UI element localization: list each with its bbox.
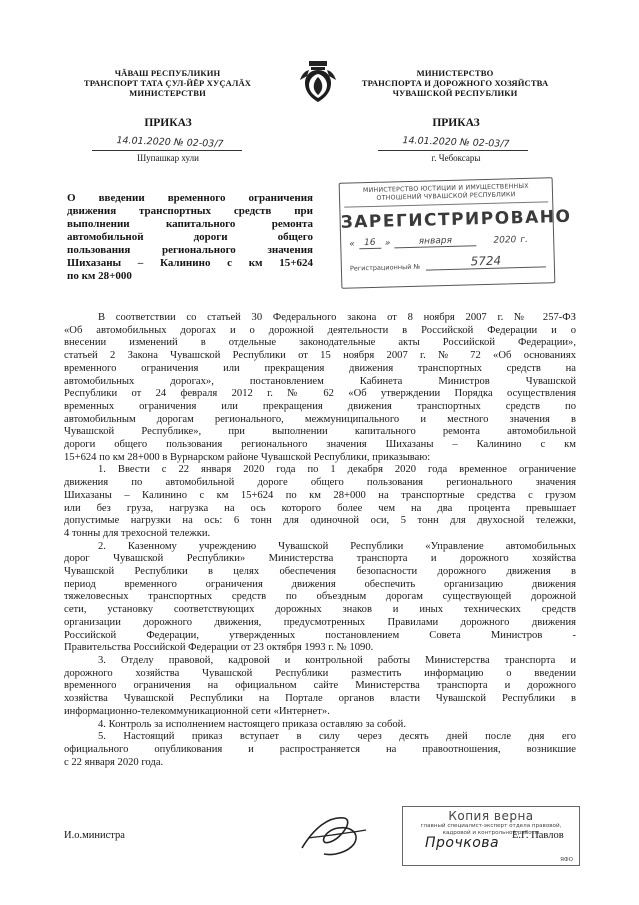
title-line: выполнении капитального ремонта <box>67 218 313 230</box>
header-right-line: ЧУВАШСКОЙ РЕСПУБЛИКИ <box>392 88 518 98</box>
body-line: официального опубликования и распространяется на правоотношения, возникшие <box>64 743 576 755</box>
body-line: период временного ограничения движения обеспечить организацию движения <box>64 578 576 590</box>
order-number-left: 14.01.2020 № 02-03/7 <box>116 135 224 150</box>
stamp-reg-label: Регистрационный № <box>349 262 421 273</box>
signer-name: Е.Г. Павлов <box>512 830 564 841</box>
body-line: автомобильных дорогах», постановлением Кабинета Министров Чувашской <box>64 375 576 387</box>
order-body <box>64 312 576 769</box>
copy-stamp-title: Копия верна <box>448 809 534 823</box>
order-number-right: 14.01.2020 № 02-03/7 <box>402 135 510 150</box>
title-line: автомобильной дороги общего <box>67 231 313 243</box>
title-line: Шихазаны – Калинино с км 15+624 <box>67 257 313 269</box>
body-line: автомобильным дорогам регионального, межмуниципального и местного значения в <box>64 413 576 425</box>
body-line: дорог Чувашской Республики» Министерства транспорта и дорожного хозяйства <box>64 553 576 565</box>
title-line: пользования регионального значения <box>67 244 313 256</box>
body-line: 3. Отделу правовой, кадровой и контрольной работы Министерства транспорта и <box>98 654 576 666</box>
body-line: «Об автомобильных дорогах и о дорожной деятельности в Российской Федерации и о <box>64 324 576 336</box>
body-line: или без груза, нагрузка на ось которого более чем на два процента превышает <box>64 502 576 514</box>
header-left-line: МИНИСТЕРСТВИ <box>129 88 206 98</box>
signature-scribble <box>294 808 374 862</box>
title-line: движения транспортных средств при <box>67 205 313 217</box>
signer-position: И.о.министра <box>64 830 125 841</box>
copy-stamp-handwritten: Прочкова <box>425 835 500 851</box>
body-line: 5. Настоящий приказ вступает в силу через десять дней после дня его <box>98 731 576 743</box>
body-line: статьей 2 Закона Чувашской Республики от 15 ноября 2007 г. № 72 «Об основаниях <box>64 350 576 362</box>
body-line: дорожного хозяйства Чувашской Республики разместить информацию о введении <box>64 667 576 679</box>
header-left <box>60 68 275 98</box>
header-right-line: ТРАНСПОРТА И ДОРОЖНОГО ХОЗЯЙСТВА <box>361 78 549 88</box>
body-line: Российской Федерации, утвержденных постановлением Совета Министров - <box>64 629 576 641</box>
stamp-reg-number: 5724 <box>426 252 546 270</box>
body-line: временных ограничения или прекращения движения транспортных средств по <box>64 400 576 412</box>
title-line: по км 28+000 <box>67 270 132 282</box>
body-line: дороги общего пользования регионального значения Шихазаны – Калинино с км <box>64 439 576 451</box>
city-right: г. Чебоксары <box>431 153 481 163</box>
header-right <box>350 68 560 98</box>
stamp-ministry-line: ОТНОШЕНИЙ ЧУВАШСКОЙ РЕСПУБЛИКИ <box>376 191 516 202</box>
body-line: допустимые нагрузки на ось: 6 тонн для одиночной оси, 5 тонн для двухосной тележки, <box>64 515 576 527</box>
order-label-left: ПРИКАЗ <box>144 117 192 129</box>
body-line: организации дорожного движения, предусмотренных Правилами дорожного движения <box>64 616 576 628</box>
body-line: Чувашской Республике», при выполнении капитального ремонта автомобильной <box>64 426 576 438</box>
stamp-date-month: января <box>394 235 476 248</box>
body-line: В соответствии со статьей 30 Федерального закона от 8 ноября 2007 г. № 257-ФЗ <box>98 312 576 323</box>
stamp-date-year: 2020 <box>493 235 517 246</box>
city-left: Шупашкар хули <box>137 153 199 163</box>
body-line: временного ограничения или прекращения движения транспортных средств на <box>64 362 576 374</box>
body-line: тяжеловесных транспортных средств по объездным дорогам существующей дорожной <box>64 591 576 603</box>
body-line: с 22 января 2020 года. <box>64 756 164 768</box>
body-line: 4. Контроль за исполнением настоящего приказа оставляю за собой. <box>98 718 406 730</box>
body-line: хозяйства Чувашской Республики на Портале органов власти Чувашской Республики в <box>64 693 576 705</box>
copy-stamp-line: кадровой и контрольной работы <box>442 830 540 836</box>
copy-stamp-code: ЯФО <box>560 857 573 863</box>
body-line: сети, установку соответствующих дорожных знаков и иных технических средств <box>64 604 576 616</box>
stamp-date-day: 16 <box>359 238 381 250</box>
stamp-date-row: « 16 » января 2020 г. <box>349 234 529 250</box>
body-line: внесении изменений в отдельные законодательные акты Российской Федерации», <box>64 337 576 349</box>
body-line: 2. Казенному учреждению Чувашской Республики «Управление автомобильных <box>98 540 576 552</box>
registration-stamp <box>339 177 572 289</box>
body-line: информационно-телекоммуникационной сети «Интернет». <box>64 705 330 717</box>
copy-stamp-line: главный специалист-эксперт отдела правовой, <box>420 823 562 829</box>
body-line: 15+624 по км 28+000 в Вурнарском районе Чувашской Республики, приказываю: <box>64 451 431 463</box>
order-title <box>67 192 313 283</box>
stamp-reg-row <box>350 252 546 272</box>
body-line: движения по автомобильной дороге общего пользования регионального значения <box>64 477 576 489</box>
body-line: Республики от 24 февраля 2012 г. № 62 «Об утверждении Порядка осуществления <box>64 388 576 400</box>
order-label-right: ПРИКАЗ <box>432 117 480 129</box>
stamp-ministry-line: МИНИСТЕРСТВО ЮСТИЦИИ И ИМУЩЕСТВЕННЫХ <box>362 182 529 195</box>
body-line: Шихазаны – Калинино с км 15+624 по км 28+000 на транспортные средства с грузом <box>64 489 576 501</box>
stamp-registered-text: ЗАРЕГИСТРИРОВАНО <box>340 206 572 233</box>
header-right-line: МИНИСТЕРСТВО <box>416 68 494 78</box>
copy-certification-stamp <box>402 806 580 866</box>
body-line: 1. Ввести с 22 января 2020 года по 1 декабря 2020 года временное ограничение <box>98 464 576 476</box>
title-line: О введении временного ограничения <box>67 192 313 204</box>
body-line: 4 тонны для трехосной тележки. <box>64 527 211 539</box>
body-line: временного ограничения на официальном сайте Министерства транспорта и дорожного <box>64 680 576 692</box>
body-line: Правительства Российской Федерации от 23 октября 1993 г. № 1090. <box>64 642 374 654</box>
body-line: Чувашской Республики в целях обеспечения безопасности дорожного движения в <box>64 566 576 578</box>
header-left-line: ЧĂВАШ РЕСПУБЛИКИН <box>114 68 221 78</box>
header-left-line: ТРАНСПОРТ ТАТА ÇУЛ-ЙĔР ХУÇАЛĂХ <box>83 78 252 88</box>
coat-of-arms-icon <box>296 56 340 106</box>
